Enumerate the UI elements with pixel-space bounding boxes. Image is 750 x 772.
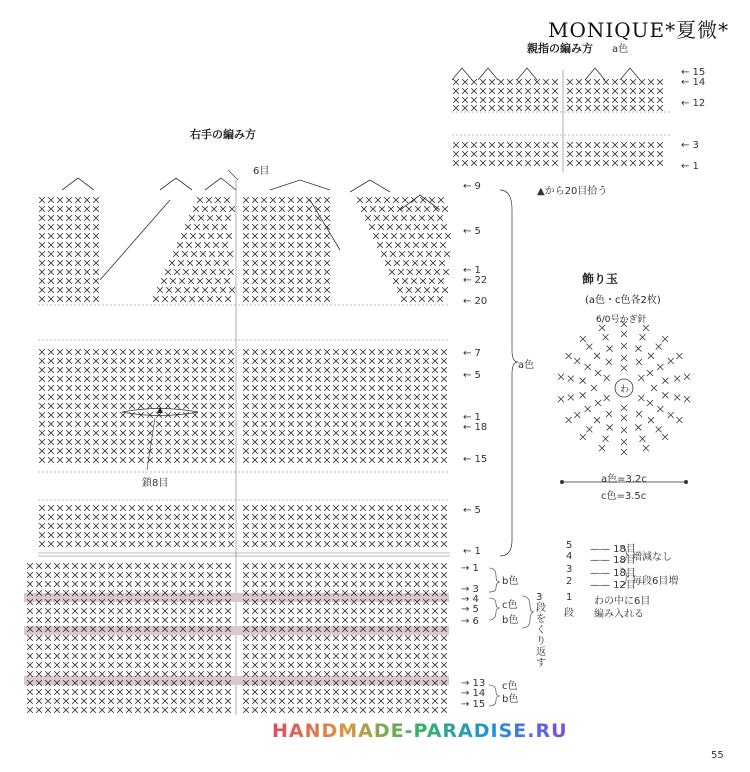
thumb-pickup-note: ▲から20目拾う bbox=[537, 186, 608, 197]
ornament-hook: 6/0号かぎ針 bbox=[596, 315, 647, 325]
ornament-title: 飾り玉 bbox=[582, 272, 619, 286]
row-label: ← 15 bbox=[681, 67, 706, 78]
ornament-row-number: 3 bbox=[566, 564, 573, 575]
note-no-change: 増減なし bbox=[632, 552, 672, 563]
ornament-row-count: —— 18目 bbox=[590, 568, 636, 579]
stripe-color-2: c色 bbox=[502, 600, 518, 611]
ornament-row-number: 2 bbox=[566, 576, 573, 587]
row-label: ← 14 bbox=[681, 77, 706, 88]
main-color-label: a色 bbox=[518, 360, 535, 371]
ornament-row-number: 4 bbox=[566, 551, 573, 562]
row-label: ← 12 bbox=[681, 98, 706, 109]
ornament-subtitle: (a色・c色各2枚) bbox=[585, 295, 661, 306]
row-label: ← 1 bbox=[463, 412, 481, 423]
row-label: → 6 bbox=[461, 616, 479, 627]
chain-note: 鎖8目 bbox=[142, 478, 169, 489]
row-label: ← 1 bbox=[463, 265, 481, 276]
ornament-row-count: —— 18目 bbox=[590, 544, 636, 555]
size-a: a色=3.2c bbox=[601, 474, 647, 485]
row-label: ← 3 bbox=[681, 140, 699, 151]
ornament-row-number: 5 bbox=[566, 540, 573, 551]
row-label: → 13 bbox=[461, 678, 486, 689]
note-work-into: 編み入れる bbox=[594, 609, 644, 620]
row-label: ← 15 bbox=[463, 454, 488, 465]
ornament-row-count: —— 18目 bbox=[590, 555, 636, 566]
row-label: ← 7 bbox=[463, 348, 481, 359]
right-hand-title: 右手の編み方 bbox=[190, 128, 256, 141]
row-label: → 5 bbox=[461, 604, 479, 615]
ornament-center: わ bbox=[620, 385, 630, 395]
thumb-color: a色 bbox=[612, 44, 629, 55]
row-label: ← 20 bbox=[463, 296, 488, 307]
ornament-row-number: 1 bbox=[566, 592, 573, 603]
thumb-title: 親指の編み方 bbox=[527, 42, 593, 55]
row-label: → 15 bbox=[461, 699, 486, 710]
stripe-color-3: b色 bbox=[502, 615, 519, 626]
ornament-row-count: —— 12目 bbox=[590, 580, 636, 591]
row-label: ← 18 bbox=[463, 422, 488, 433]
note-increase: 毎段6目増 bbox=[632, 576, 679, 587]
row-label: ← 1 bbox=[681, 161, 699, 172]
row-label: → 3 bbox=[461, 584, 479, 595]
row-label: → 4 bbox=[461, 594, 479, 605]
watermark: MONIQUE*夏微* bbox=[548, 18, 730, 42]
stripe-color-4: c色 bbox=[502, 681, 518, 692]
row-label: ← 5 bbox=[463, 505, 481, 516]
ornament-row-count: わの中に6目 bbox=[594, 596, 651, 607]
row-label: → 14 bbox=[461, 688, 486, 699]
row-label: ← 9 bbox=[463, 181, 481, 192]
site-logo: HANDMADE-PARADISE.RU bbox=[272, 720, 568, 742]
stripe-color-1: b色 bbox=[502, 576, 519, 587]
row-label: ← 5 bbox=[463, 370, 481, 381]
row-label: ← 22 bbox=[463, 275, 488, 286]
row-label: → 1 bbox=[461, 563, 479, 574]
row-label: ← 1 bbox=[463, 546, 481, 557]
repeat-note: 3段をくり返す bbox=[536, 592, 546, 669]
stripe-color-5: b色 bbox=[502, 694, 519, 705]
row1-unit: 段 bbox=[564, 608, 574, 619]
top-stitch-note: 6目 bbox=[253, 166, 270, 177]
page-number: 55 bbox=[711, 750, 724, 761]
row-label: ← 5 bbox=[463, 226, 481, 237]
size-c: c色=3.5c bbox=[601, 491, 647, 502]
